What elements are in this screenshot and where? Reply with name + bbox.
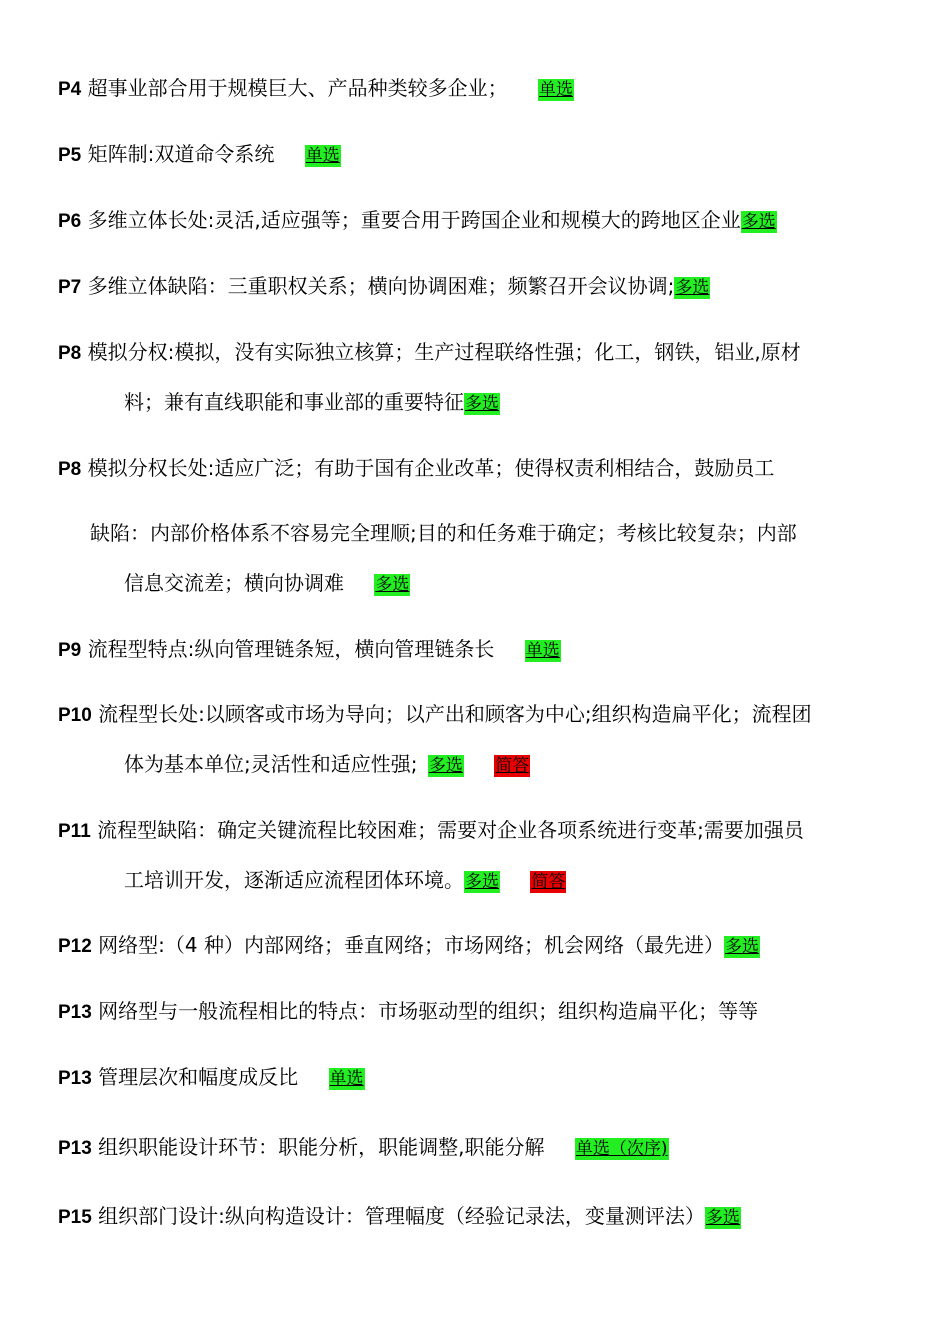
page-ref: P13 bbox=[58, 1138, 92, 1159]
item-p13-a bbox=[58, 997, 758, 1027]
tag-multi-choice: 多选 bbox=[741, 212, 776, 232]
page-ref: P13 bbox=[58, 1002, 92, 1023]
item-p8-b-cont bbox=[124, 569, 410, 597]
item-text-continued: 料；兼有直线职能和事业部的重要特征 bbox=[124, 390, 464, 414]
item-p15 bbox=[58, 1202, 741, 1232]
item-text: 流程型长处:以顾客或市场为导向；以产出和顾客为中心;组织构造扁平化；流程团 bbox=[98, 702, 812, 726]
tag-short-answer: 简答 bbox=[495, 756, 530, 776]
item-p11-cont bbox=[124, 866, 566, 894]
item-text: 网络型:（4 种）内部网络；垂直网络；市场网络；机会网络（最先进） bbox=[98, 933, 724, 957]
item-p5 bbox=[58, 140, 341, 170]
page-ref: P8 bbox=[58, 343, 82, 364]
item-p10 bbox=[58, 700, 812, 730]
item-p13-b bbox=[58, 1063, 365, 1093]
item-text: 流程型缺陷：确定关键流程比较困难；需要对企业各项系统进行变革;需要加强员 bbox=[97, 818, 804, 842]
tag-multi-choice: 多选 bbox=[465, 394, 499, 414]
page-ref: P15 bbox=[58, 1207, 92, 1228]
item-p8-a bbox=[58, 338, 801, 368]
item-text: 网络型与一般流程相比的特点：市场驱动型的组织；组织构造扁平化；等等 bbox=[98, 999, 759, 1023]
tag-multi-choice: 多选 bbox=[675, 278, 710, 298]
item-p6 bbox=[58, 206, 777, 236]
item-text-continued: 体为基本单位;灵活性和适应性强; bbox=[124, 752, 418, 776]
item-text-continued: 工培训开发，逐渐适应流程团体环境。 bbox=[124, 868, 464, 892]
item-text-weakness: 缺陷：内部价格体系不容易完全理顺;目的和任务难于确定；考核比较复杂；内部 bbox=[90, 521, 797, 545]
tag-multi-choice: 多选 bbox=[705, 1208, 740, 1228]
item-p8-b-weakness bbox=[90, 519, 797, 547]
page-ref: P5 bbox=[58, 145, 82, 166]
page-ref: P8 bbox=[58, 459, 82, 480]
item-text: 组织部门设计:纵向构造设计：管理幅度（经验记录法，变量测评法） bbox=[98, 1204, 705, 1228]
item-text: 流程型特点:纵向管理链条短，横向管理链条长 bbox=[87, 637, 495, 661]
item-p13-c bbox=[58, 1133, 669, 1163]
item-p4 bbox=[58, 74, 574, 104]
page-ref: P9 bbox=[58, 640, 82, 661]
item-text: 多维立体长处:灵活,适应强等；重要合用于跨国企业和规模大的跨地区企业 bbox=[87, 208, 741, 232]
item-p8-a-cont bbox=[124, 388, 500, 416]
item-p12 bbox=[58, 931, 760, 961]
page-ref: P13 bbox=[58, 1068, 92, 1089]
tag-multi-choice: 多选 bbox=[465, 872, 499, 892]
item-text: 模拟分权长处:适应广泛；有助于国有企业改革；使得权责利相结合，鼓励员工 bbox=[87, 456, 775, 480]
page-ref: P11 bbox=[58, 821, 91, 842]
page-ref: P7 bbox=[58, 277, 82, 298]
tag-multi-choice: 多选 bbox=[375, 575, 410, 595]
item-text-continued: 信息交流差；横向协调难 bbox=[124, 571, 344, 595]
item-p8-b bbox=[58, 454, 774, 484]
tag-multi-choice: 多选 bbox=[428, 756, 463, 776]
page-ref: P4 bbox=[58, 79, 82, 100]
item-p10-cont bbox=[124, 750, 530, 778]
item-p9 bbox=[58, 635, 561, 665]
item-text: 矩阵制:双道命令系统 bbox=[87, 142, 275, 166]
item-text: 组织职能设计环节：职能分析，职能调整,职能分解 bbox=[98, 1135, 545, 1159]
item-text: 超事业部合用于规模巨大、产品种类较多企业； bbox=[87, 76, 508, 100]
item-text: 多维立体缺陷：三重职权关系；横向协调困难；频繁召开会议协调; bbox=[87, 274, 675, 298]
item-p7 bbox=[58, 272, 710, 302]
tag-single-choice: 单选 bbox=[329, 1069, 364, 1089]
item-p11 bbox=[58, 816, 804, 846]
item-text: 管理层次和幅度成反比 bbox=[98, 1065, 299, 1089]
tag-single-choice-order: 单选（次序) bbox=[575, 1139, 668, 1159]
tag-multi-choice: 多选 bbox=[725, 937, 759, 957]
page-ref: P10 bbox=[58, 705, 92, 726]
page-ref: P6 bbox=[58, 211, 82, 232]
item-text: 模拟分权:模拟，没有实际独立核算；生产过程联络性强；化工，钢铁，铝业,原材 bbox=[87, 340, 801, 364]
tag-single-choice: 单选 bbox=[525, 641, 560, 661]
tag-single-choice: 单选 bbox=[538, 80, 573, 100]
tag-short-answer: 简答 bbox=[531, 872, 566, 892]
tag-single-choice: 单选 bbox=[305, 146, 340, 166]
page-ref: P12 bbox=[58, 936, 92, 957]
